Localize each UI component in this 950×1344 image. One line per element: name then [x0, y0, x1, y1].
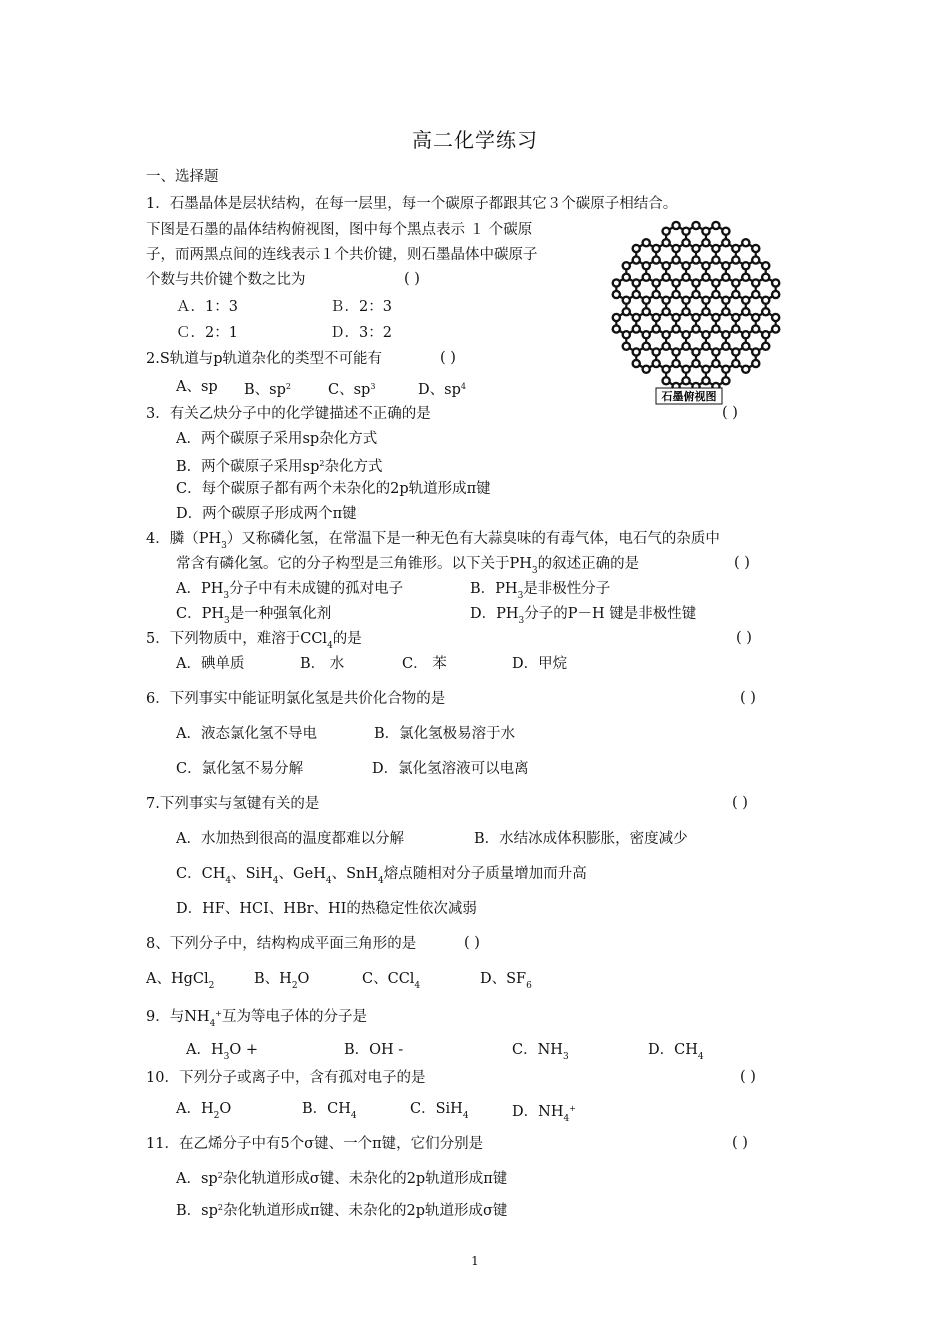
carbon-atom — [702, 366, 709, 373]
q3-option-b: B．两个碳原子采用$sp^2$杂化方式 — [176, 459, 383, 475]
carbon-atom — [752, 314, 759, 321]
q4-option-c: C．$PH_3$是一种强氧化剂 — [176, 606, 332, 626]
carbon-atom — [742, 262, 749, 269]
carbon-atom — [653, 245, 660, 252]
carbon-atom — [623, 331, 630, 338]
carbon-atom — [653, 325, 660, 332]
carbon-atom — [633, 291, 640, 298]
carbon-atom — [762, 343, 769, 350]
carbon-atom — [692, 360, 699, 367]
carbon-atom — [623, 343, 630, 350]
carbon-atom — [682, 308, 689, 315]
carbon-atom — [762, 297, 769, 304]
carbon-atom — [672, 291, 679, 298]
carbon-atom — [682, 274, 689, 281]
carbon-atom — [633, 279, 640, 286]
carbon-atom — [633, 325, 640, 332]
q2-option-a: A、sp — [176, 379, 218, 395]
carbon-atom — [712, 222, 719, 229]
carbon-atom — [702, 228, 709, 235]
carbon-atom — [722, 366, 729, 373]
q5-stem: 5．下列物质中，难溶于CCl$_4$的是 — [146, 631, 362, 651]
carbon-atom — [623, 308, 630, 315]
carbon-atom — [643, 308, 650, 315]
q6-option-c: C．氯化氢不易分解 — [176, 761, 304, 777]
q5-option-d: D．甲烷 — [512, 656, 568, 672]
q4-option-b: B．$PH_3$是非极性分子 — [470, 581, 611, 601]
carbon-atom — [692, 256, 699, 263]
carbon-atom — [682, 228, 689, 235]
carbon-atom — [742, 308, 749, 315]
carbon-atom — [682, 262, 689, 269]
carbon-atom — [643, 297, 650, 304]
carbon-atom — [643, 331, 650, 338]
carbon-atom — [762, 274, 769, 281]
q1-line4: 个数与共价键个数之比为 — [146, 272, 306, 288]
carbon-atom — [692, 222, 699, 229]
q6-option-d: D．氯化氢溶液可以电离 — [372, 761, 529, 777]
carbon-atom — [712, 256, 719, 263]
q7-stem: 7.下列事实与氢键有关的是 — [146, 796, 320, 812]
carbon-atom — [623, 297, 630, 304]
carbon-atom — [653, 256, 660, 263]
carbon-atom — [712, 245, 719, 252]
carbon-atom — [672, 325, 679, 332]
carbon-atom — [752, 256, 759, 263]
q6-option-a: A．液态氯化氢不导电 — [176, 726, 317, 742]
carbon-atom — [663, 228, 670, 235]
carbon-atom — [633, 360, 640, 367]
q8-option-a: A、HgCl$_2$ — [146, 971, 215, 991]
q3-option-c: C．每个碳原子都有两个未杂化的2p轨道形成π键 — [176, 481, 491, 497]
carbon-atom — [742, 343, 749, 350]
carbon-atom — [722, 228, 729, 235]
section-heading: 一、选择题 — [146, 169, 219, 185]
carbon-atom — [643, 239, 650, 246]
q11-answer-paren: ( ) — [732, 1135, 748, 1151]
carbon-atom — [682, 343, 689, 350]
q7-option-b: B．水结冰成体积膨胀，密度减少 — [474, 831, 688, 847]
q11-option-a: A．$sp^2$杂化轨道形成σ键、未杂化的2p轨道形成π键 — [176, 1171, 508, 1187]
carbon-atom — [653, 291, 660, 298]
carbon-atom — [633, 256, 640, 263]
carbon-atom — [722, 274, 729, 281]
carbon-atom — [682, 331, 689, 338]
carbon-atom — [742, 274, 749, 281]
carbon-atom — [702, 274, 709, 281]
carbon-atom — [663, 262, 670, 269]
q10-option-b: B．$CH_4$ — [302, 1101, 357, 1121]
q1-option-c: Ｃ．2：1 — [176, 325, 238, 341]
q9-option-b: B．OH - — [344, 1042, 404, 1058]
q3-option-d: D．两个碳原子形成两个π键 — [176, 506, 357, 522]
carbon-atom — [663, 343, 670, 350]
carbon-atom — [633, 245, 640, 252]
q7-option-a: A．水加热到很高的温度都难以分解 — [176, 831, 404, 847]
q6-answer-paren: ( ) — [740, 690, 756, 706]
q9-option-c: C．$NH_3$ — [512, 1042, 569, 1062]
q2-option-b: B、$sp^2$ — [244, 382, 291, 398]
carbon-atom — [672, 348, 679, 355]
q5-answer-paren: ( ) — [736, 630, 752, 646]
carbon-atom — [653, 348, 660, 355]
graphite-structure-figure — [598, 218, 798, 406]
carbon-atom — [613, 314, 620, 321]
carbon-atom — [672, 314, 679, 321]
carbon-atom — [712, 291, 719, 298]
q11-option-b: B．$sp^2$杂化轨道形成π键、未杂化的2p轨道形成σ键 — [176, 1203, 508, 1219]
carbon-atom — [672, 245, 679, 252]
carbon-atom — [702, 343, 709, 350]
carbon-atom — [712, 314, 719, 321]
q8-option-b: B、$H_2O$ — [254, 971, 310, 991]
carbon-atom — [742, 366, 749, 373]
carbon-atom — [613, 279, 620, 286]
carbon-atom — [722, 239, 729, 246]
carbon-atom — [613, 291, 620, 298]
q10-stem: 10．下列分子或离子中，含有孤对电子的是 — [146, 1070, 426, 1086]
carbon-atom — [732, 291, 739, 298]
carbon-atom — [682, 239, 689, 246]
q6-stem: 6．下列事实中能证明氯化氢是共价化合物的是 — [146, 691, 446, 707]
q10-option-d: D．$NH_4^+$ — [512, 1104, 576, 1124]
carbon-atom — [712, 279, 719, 286]
carbon-atom — [732, 325, 739, 332]
carbon-atom — [682, 297, 689, 304]
q8-answer-paren: ( ) — [464, 935, 480, 951]
q5-option-c: C． 苯 — [402, 656, 447, 672]
q7-answer-paren: ( ) — [732, 795, 748, 811]
q9-option-d: D．$CH_4$ — [648, 1042, 704, 1062]
carbon-atom — [672, 222, 679, 229]
carbon-atom — [613, 325, 620, 332]
carbon-atom — [702, 297, 709, 304]
q10-option-a: A．$H_2O$ — [176, 1101, 232, 1121]
q4-answer-paren: ( ) — [734, 555, 750, 571]
q6-option-b: B．氯化氢极易溶于水 — [374, 726, 516, 742]
q4-line2: 常含有磷化氢。它的分子构型是三角锥形。以下关于$PH_3$的叙述正确的是 — [176, 556, 640, 576]
carbon-atom — [752, 325, 759, 332]
carbon-atom — [772, 314, 779, 321]
carbon-atom — [663, 331, 670, 338]
carbon-atom — [643, 262, 650, 269]
carbon-atom — [772, 291, 779, 298]
carbon-atom — [712, 348, 719, 355]
q9-stem: 9．与$NH_4^+$互为等电子体的分子是 — [146, 1009, 367, 1029]
carbon-atom — [633, 314, 640, 321]
carbon-atom — [692, 279, 699, 286]
carbon-atom — [732, 348, 739, 355]
carbon-atom — [702, 308, 709, 315]
q5-option-b: B． 水 — [300, 656, 345, 672]
q10-answer-paren: ( ) — [740, 1069, 756, 1085]
carbon-atom — [772, 325, 779, 332]
carbon-atom — [722, 262, 729, 269]
carbon-atom — [653, 360, 660, 367]
carbon-atom — [762, 262, 769, 269]
carbon-atom — [623, 262, 630, 269]
q3-stem: 3．有关乙炔分子中的化学键描述不正确的是 — [146, 406, 431, 422]
carbon-atom — [722, 308, 729, 315]
carbon-atom — [772, 279, 779, 286]
q9-option-a: A．$H_3O$ + — [186, 1042, 259, 1062]
carbon-atom — [643, 343, 650, 350]
q1-answer-paren: ( ) — [404, 271, 420, 287]
q1-option-a: Ａ．1：3 — [176, 299, 238, 315]
carbon-atom — [692, 325, 699, 332]
q1-line2: 下图是石墨的晶体结构俯视图，图中每个黑点表示 １ 个碳原 — [146, 222, 533, 238]
carbon-atom — [692, 291, 699, 298]
carbon-atom — [663, 308, 670, 315]
carbon-atom — [712, 325, 719, 332]
carbon-atom — [762, 331, 769, 338]
carbon-atom — [682, 377, 689, 384]
carbon-atom — [653, 279, 660, 286]
carbon-atom — [752, 348, 759, 355]
carbon-atom — [742, 239, 749, 246]
q10-option-c: C．SiH$_4$ — [410, 1101, 469, 1121]
carbon-atom — [752, 291, 759, 298]
carbon-atom — [692, 348, 699, 355]
carbon-atom — [722, 377, 729, 384]
q4-line1: 4．膦$(PH_3)$又称磷化氢，在常温下是一种无色有大蒜臭味的有毒气体，电石气的杂质中 — [146, 531, 720, 551]
carbon-atom — [702, 331, 709, 338]
q1-option-b: Ｂ．2：3 — [330, 299, 392, 315]
carbon-atom — [663, 274, 670, 281]
carbon-atom — [682, 366, 689, 373]
q4-option-d: D．$PH_3$分子的P－H 键是非极性键 — [470, 606, 697, 626]
q2-answer-paren: ( ) — [440, 350, 456, 366]
carbon-atom — [692, 245, 699, 252]
carbon-atom — [623, 274, 630, 281]
carbon-atom — [663, 239, 670, 246]
q8-option-c: C、CCl$_4$ — [362, 971, 421, 991]
q2-option-d: D、$sp^4$ — [418, 382, 466, 398]
carbon-atom — [702, 262, 709, 269]
carbon-atom — [742, 331, 749, 338]
q4-option-a: A．$PH_3$分子中有未成键的孤对电子 — [176, 581, 404, 601]
carbon-atom — [633, 348, 640, 355]
carbon-atom — [722, 343, 729, 350]
carbon-atom — [752, 360, 759, 367]
q5-option-a: A．碘单质 — [176, 656, 245, 672]
carbon-atom — [732, 360, 739, 367]
carbon-atom — [643, 366, 650, 373]
q1-line3: 子，而两黑点间的连线表示１个共价键，则石墨晶体中碳原子 — [146, 247, 538, 263]
carbon-atom — [702, 377, 709, 384]
page-number: 1 — [471, 1254, 479, 1268]
q1-line1: 1．石墨晶体是层状结构，在每一层里，每一个碳原子都跟其它３个碳原子相结合。 — [146, 196, 678, 212]
carbon-atom — [672, 279, 679, 286]
q2-option-c: C、$sp^3$ — [328, 382, 376, 398]
carbon-atom — [732, 245, 739, 252]
q8-stem: 8、下列分子中，结构构成平面三角形的是 — [146, 936, 417, 952]
q1-option-d: Ｄ．3：2 — [330, 325, 392, 341]
page-title: 高二化学练习 — [412, 128, 538, 152]
q7-option-c: C．$CH_4$、SiH$_4$、GeH$_4$、SnH$_4$熔点随相对分子质量增加而升高 — [176, 866, 587, 886]
carbon-atom — [722, 331, 729, 338]
carbon-atom — [663, 366, 670, 373]
carbon-atom — [663, 297, 670, 304]
carbon-atom — [732, 279, 739, 286]
q7-option-d: D．HF、HCI、HBr、HI的热稳定性依次减弱 — [176, 901, 477, 917]
carbon-atom — [762, 308, 769, 315]
q8-option-d: D、$SF_6$ — [480, 971, 532, 991]
q11-stem: 11．在乙烯分子中有5个σ键、一个π键，它们分别是 — [146, 1136, 484, 1152]
q3-answer-paren: ( ) — [722, 405, 738, 421]
carbon-atom — [732, 256, 739, 263]
carbon-atom — [752, 279, 759, 286]
q2-stem: 2.S轨道与p轨道杂化的类型不可能有 — [146, 351, 383, 367]
carbon-atom — [732, 314, 739, 321]
carbon-atom — [752, 245, 759, 252]
carbon-atom — [672, 256, 679, 263]
figure-caption: 石墨俯视图 — [661, 390, 717, 403]
carbon-atom — [672, 360, 679, 367]
carbon-atom — [722, 297, 729, 304]
carbon-atom — [712, 360, 719, 367]
carbon-atom — [692, 314, 699, 321]
carbon-atom — [643, 274, 650, 281]
q3-option-a: A．两个碳原子采用sp杂化方式 — [176, 431, 378, 447]
carbon-atom — [702, 239, 709, 246]
carbon-atom — [742, 297, 749, 304]
carbon-atom — [663, 377, 670, 384]
carbon-atom — [653, 314, 660, 321]
